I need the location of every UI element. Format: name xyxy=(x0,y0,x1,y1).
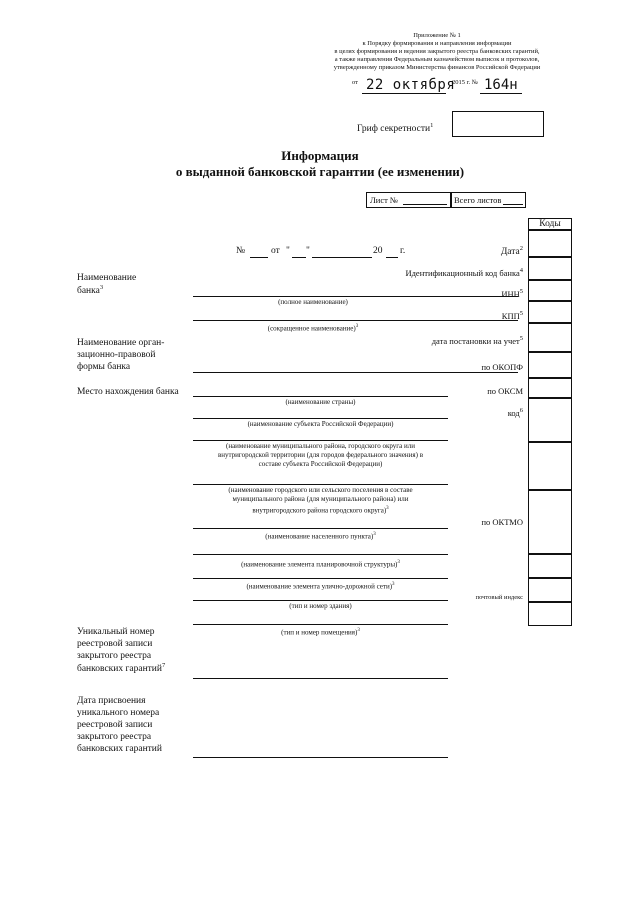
assign-label-3: реестровой записи xyxy=(77,720,153,730)
code-cell-reg-date[interactable] xyxy=(528,323,572,352)
code-cell-kpp[interactable] xyxy=(528,301,572,323)
code-cell-blank[interactable] xyxy=(528,442,572,490)
appendix-handwritten-date: 22 октября xyxy=(366,77,456,93)
municipal-caption-2: внутригородской территории (для городов федерального значения) в xyxy=(217,451,424,459)
sheet-number-box[interactable] xyxy=(366,192,452,208)
building-caption: (тип и номер здания) xyxy=(289,602,352,610)
secrecy-sup: 1 xyxy=(430,122,434,129)
opf-label-1: Наименование орган- xyxy=(77,338,165,348)
municipal-field[interactable] xyxy=(193,440,448,441)
bank-id-label-text: Идентификационный код банка xyxy=(405,267,520,278)
assign-label-1: Дата присвоения xyxy=(77,696,146,706)
code-cell-inn[interactable] xyxy=(528,280,572,301)
date-label-text: Дата xyxy=(500,247,520,258)
appendix-line-2: к Порядку формирования и направления информации xyxy=(362,40,512,47)
appendix-line-3: в целях формирования и ведения закрытого реестра банковских гарантий, xyxy=(334,48,540,55)
opf-label xyxy=(77,337,164,373)
form-subtitle: о выданной банковской гарантии (ее изменении) xyxy=(175,164,465,179)
locality-sup: 3 xyxy=(373,532,376,537)
appendix-year: 2015 г. № xyxy=(452,79,479,86)
unique-sup: 7 xyxy=(161,662,166,669)
appendix-line-4: а также направления Федеральным казначейством выписок и протоколов, xyxy=(334,56,540,63)
code-cell-oktmo[interactable] xyxy=(528,490,572,554)
bank-name-label-2: банка xyxy=(77,286,100,297)
code-cell-date[interactable] xyxy=(528,230,572,257)
oksm-label: по ОКСМ xyxy=(487,386,523,396)
street-caption xyxy=(193,580,448,591)
year-prefix: 20 xyxy=(373,246,383,256)
bank-id-sup: 4 xyxy=(519,267,523,274)
code-cell-extra-2[interactable] xyxy=(528,578,572,602)
settlement-caption-3: внутригородского района городского округа) xyxy=(252,506,387,515)
year-suffix: г. xyxy=(400,246,406,256)
reg-date-label xyxy=(432,335,523,346)
sheet-number-label: Лист № xyxy=(370,195,399,205)
oktmo-label: по ОКТМО xyxy=(481,517,523,527)
opf-label-2: зационно-правовой xyxy=(77,350,156,360)
settlement-caption-2: муниципального района (для муниципального района) или xyxy=(232,495,409,503)
country-field[interactable] xyxy=(193,396,448,397)
code-cell-code[interactable] xyxy=(528,398,572,442)
year-field[interactable] xyxy=(386,257,398,258)
settlement-caption xyxy=(193,486,448,515)
unique-label-1: Уникальный номер xyxy=(77,627,155,637)
kpp-sup: 5 xyxy=(519,310,523,317)
unique-number-field[interactable] xyxy=(193,678,448,679)
date-label xyxy=(501,245,523,258)
month-field[interactable] xyxy=(312,257,372,258)
assign-date-label xyxy=(77,695,162,755)
short-name-caption xyxy=(193,322,433,333)
code-cell-extra-1[interactable] xyxy=(528,554,572,578)
settlement-field[interactable] xyxy=(193,484,448,485)
bank-name-sup: 3 xyxy=(99,284,104,291)
appendix-handwritten-number: 164н xyxy=(484,77,518,93)
building-field[interactable] xyxy=(193,600,448,601)
location-label: Место нахождения банка xyxy=(77,387,179,397)
code-cell-postal[interactable] xyxy=(528,602,572,626)
postal-label: почтовый индекс xyxy=(475,594,523,601)
secrecy-label-text: Гриф секретности xyxy=(357,124,431,135)
appendix-line-1: Приложение № 1 xyxy=(413,32,461,39)
opf-field[interactable] xyxy=(193,372,518,373)
day-field[interactable] xyxy=(292,257,306,258)
reg-date-label-text: дата постановки на учет xyxy=(431,335,520,346)
code-cell-okopf[interactable] xyxy=(528,352,572,378)
full-name-field[interactable] xyxy=(193,296,518,297)
appendix-line-5: утвержденному приказом Министерства финансов Российской Федерации xyxy=(333,64,541,71)
room-sup: 3 xyxy=(357,628,360,633)
municipal-caption-1: (наименование муниципального района, городского округа или xyxy=(226,442,415,450)
number-field[interactable] xyxy=(250,257,268,258)
inn-label xyxy=(501,288,523,299)
bank-name-label-1: Наименование xyxy=(77,273,137,283)
unique-label-3: закрытого реестра xyxy=(77,651,152,661)
form-title: Информация xyxy=(281,148,359,163)
sheet-total-label: Всего листов xyxy=(454,195,502,205)
date-sup: 2 xyxy=(519,245,523,252)
opf-label-3: формы банка xyxy=(77,362,131,372)
assign-label-2: уникального номера xyxy=(77,708,160,718)
number-sign: № xyxy=(236,246,246,256)
settlement-caption-1: (наименование городского или сельского поселения в составе xyxy=(228,486,413,494)
unique-label-4: банковских гарантий xyxy=(77,664,162,675)
appendix-number-underline xyxy=(480,93,522,94)
settlement-sup: 3 xyxy=(386,506,389,511)
locality-field[interactable] xyxy=(193,528,448,529)
short-name-caption-text: (сокращенное наименование) xyxy=(267,324,356,333)
codes-header-text: Коды xyxy=(539,219,561,229)
unique-label-2: реестровой записи xyxy=(77,639,153,649)
street-field[interactable] xyxy=(193,578,448,579)
from-label: от xyxy=(271,246,280,256)
room-caption-text: (тип и номер помещения) xyxy=(281,628,358,637)
bank-id-label xyxy=(405,267,523,278)
assign-label-5: банковских гарантий xyxy=(77,744,162,754)
municipal-caption-3: составе субъекта Российской Федерации) xyxy=(258,460,383,468)
code-sup: 6 xyxy=(519,407,523,414)
inn-sup: 5 xyxy=(519,288,523,295)
assign-label-4: закрытого реестра xyxy=(77,732,152,742)
code-label-text: код xyxy=(507,407,520,418)
municipal-caption xyxy=(193,442,448,469)
subject-caption: (наименование субъекта Российской Федерации) xyxy=(247,420,394,428)
number-date-line xyxy=(236,245,245,257)
locality-caption xyxy=(193,530,448,541)
quote-close: " xyxy=(306,246,310,256)
room-field[interactable] xyxy=(193,624,448,625)
room-caption xyxy=(193,626,448,637)
street-caption-text: (наименование элемента улично-дорожной сети) xyxy=(246,582,393,591)
kpp-label-text: КПП xyxy=(501,310,520,321)
unique-number-label xyxy=(77,626,165,675)
short-name-sup: 3 xyxy=(355,324,359,329)
code-label xyxy=(508,407,523,418)
okopf-label: по ОКОПФ xyxy=(481,362,523,372)
subject-field[interactable] xyxy=(193,418,448,419)
sheet-total-box[interactable] xyxy=(450,192,526,208)
short-name-field[interactable] xyxy=(193,320,518,321)
reg-date-sup: 5 xyxy=(519,335,523,342)
codes-header xyxy=(528,218,572,230)
locality-caption-text: (наименование населенного пункта) xyxy=(265,532,374,541)
secrecy-field[interactable] xyxy=(452,111,544,137)
code-cell-bank-id[interactable] xyxy=(528,257,572,280)
planning-sup: 3 xyxy=(397,560,400,565)
planning-caption xyxy=(193,558,448,569)
street-sup: 3 xyxy=(392,582,395,587)
sheet-number-underline xyxy=(403,204,447,205)
appendix-date-underline xyxy=(362,93,446,94)
appendix-date-prefix: от xyxy=(352,79,359,86)
bank-name-label xyxy=(77,272,136,297)
appendix-block xyxy=(322,32,552,72)
full-name-caption: (полное наименование) xyxy=(278,298,348,306)
quote-open: " xyxy=(286,246,290,256)
secrecy-label xyxy=(357,122,433,135)
planning-field[interactable] xyxy=(193,554,448,555)
assign-date-field[interactable] xyxy=(193,757,448,758)
inn-label-text: ИНН xyxy=(501,288,520,299)
code-cell-oksm[interactable] xyxy=(528,378,572,398)
sheet-total-underline xyxy=(503,204,523,205)
planning-caption-text: (наименование элемента планировочной структуры) xyxy=(241,560,398,569)
country-caption: (наименование страны) xyxy=(285,398,356,406)
